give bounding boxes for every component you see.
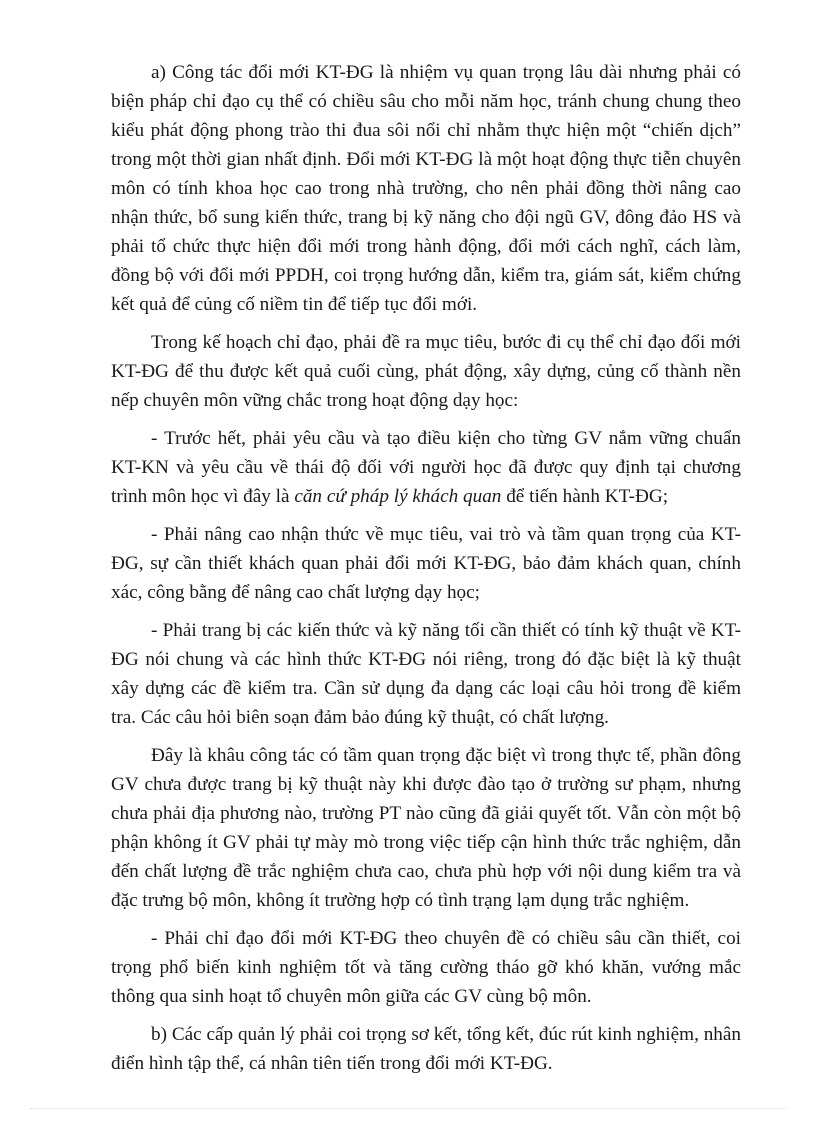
paragraph-bullet-1 — [111, 424, 741, 511]
paragraph-bullet-2: - Phải nâng cao nhận thức về mục tiêu, vai trò và tầm quan trọng của KT-ĐG, sự cần thiết khách quan phải đổi mới KT-ĐG, bảo đảm khách quan, chính xác, công bằng để nâng cao chất lượng dạy học; — [111, 524, 741, 603]
document-body — [111, 58, 741, 1087]
paragraph-bullet-3: - Phải trang bị các kiến thức và kỹ năng tối cần thiết có tính kỹ thuật về KT-ĐG nói chung và các hình thức KT-ĐG nói riêng, trong đó đặc biệt là kỹ thuật xây dựng các đề kiểm tra. Cần sử dụng đa dạng các loại câu hỏi trong đề kiểm tra. Các câu hỏi biên soạn đảm bảo đúng kỹ thuật, có chất lượng. — [111, 620, 741, 728]
paragraph-b: b) Các cấp quản lý phải coi trọng sơ kết, tổng kết, đúc rút kinh nghiệm, nhân điển hình tập thể, cá nhân tiên tiến trong đổi mới KT-ĐG. — [111, 1024, 741, 1074]
paragraph-a: a) Công tác đổi mới KT-ĐG là nhiệm vụ quan trọng lâu dài nhưng phải có biện pháp chỉ đạo cụ thể có chiều sâu cho mỗi năm học, tránh chung chung theo kiểu phát động phong trào thi đua sôi nổi chỉ nhằm thực hiện một “chiến dịch” trong một thời gian nhất định. Đổi mới KT-ĐG là một hoạt động thực tiễn chuyên môn có tính khoa học cao trong nhà trường, cho nên phải đồng thời nâng cao nhận thức, bổ sung kiến thức, trang bị kỹ năng cho đội ngũ GV, đông đảo HS và phải tổ chức thực hiện đổi mới trong hành động, đổi mới cách nghĩ, cách làm, đồng bộ với đổi mới PPDH, coi trọng hướng dẫn, kiểm tra, giám sát, kiểm chứng kết quả để củng cố niềm tin để tiếp tục đổi mới. — [111, 62, 741, 315]
paragraph-bullet-4: - Phải chỉ đạo đổi mới KT-ĐG theo chuyên đề có chiều sâu cần thiết, coi trọng phổ biến kinh nghiệm tốt và tăng cường tháo gỡ khó khăn, vướng mắc thông qua sinh hoạt tổ chuyên môn giữa các GV cùng bộ môn. — [111, 928, 741, 1007]
paragraph-note: Đây là khâu công tác có tầm quan trọng đặc biệt vì trong thực tế, phần đông GV chưa được trang bị kỹ thuật này khi được đào tạo ở trường sư phạm, nhưng chưa phải địa phương nào, trường PT nào cũng đã giải quyết tốt. Vẫn còn một bộ phận không ít GV phải tự mày mò trong việc tiếp cận hình thức trắc nghiệm, dẫn đến chất lượng đề trắc nghiệm chưa cao, chưa phù hợp với nội dung kiểm tra và đặc trưng bộ môn, không ít trường hợp có tình trạng lạm dụng trắc nghiệm. — [111, 745, 741, 911]
bullet-1-emphasis: căn cứ pháp lý khách quan — [294, 486, 502, 507]
bullet-1-text: - Trước hết, phải yêu cầu và tạo điều kiện cho từng GV nắm vững chuẩn KT-KN và yêu cầu về thái độ đối với người học đã được quy định tại chương trình môn học vì đây là — [111, 428, 741, 507]
bullet-1-text-end: để tiến hành KT-ĐG; — [501, 486, 669, 507]
paragraph-plan: Trong kế hoạch chỉ đạo, phải đề ra mục tiêu, bước đi cụ thể chỉ đạo đổi mới KT-ĐG để thu được kết quả cuối cùng, phát động, xây dựng, củng cố thành nền nếp chuyên môn vững chắc trong hoạt động dạy học: — [111, 332, 741, 411]
page-bottom-divider — [30, 1108, 786, 1109]
